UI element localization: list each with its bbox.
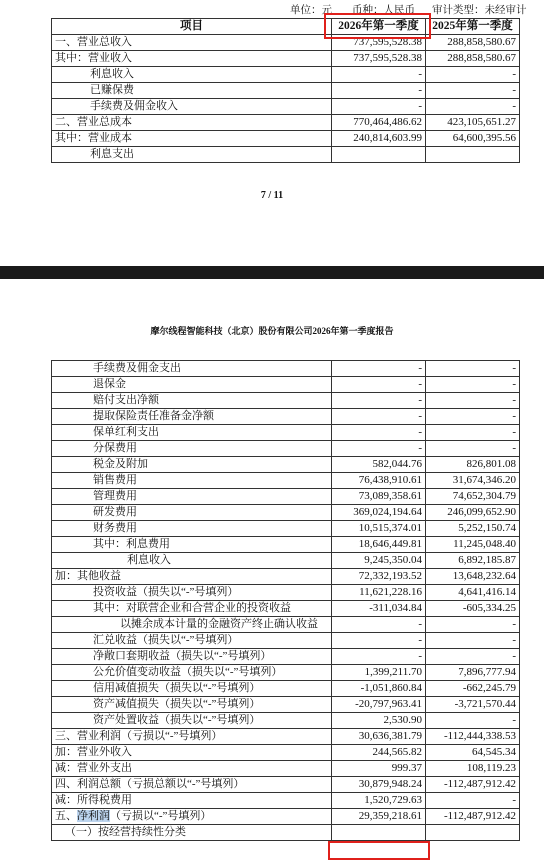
row-current: 30,879,948.24 (332, 777, 426, 793)
row-current: - (332, 67, 426, 83)
row-prior: - (426, 649, 520, 665)
row-prior: 64,600,395.56 (426, 131, 520, 147)
row-prior: - (426, 793, 520, 809)
row-label: 提取保险责任准备金净额 (52, 409, 332, 425)
row-current: 76,438,910.61 (332, 473, 426, 489)
row-current: -1,051,860.84 (332, 681, 426, 697)
row-current: - (332, 441, 426, 457)
row-label: 资产减值损失（损失以“-”号填列） (52, 697, 332, 713)
row-current: - (332, 99, 426, 115)
row-current: 369,024,194.64 (332, 505, 426, 521)
row-current: - (332, 361, 426, 377)
net-profit-highlighted-label: 净利润 (77, 810, 110, 822)
row-current: 11,621,228.16 (332, 585, 426, 601)
row-current: - (332, 425, 426, 441)
row-label: 利息收入 (52, 553, 332, 569)
row-current: -20,797,963.41 (332, 697, 426, 713)
row-current: - (332, 617, 426, 633)
row-prior: - (426, 99, 520, 115)
row-label-prefix: 五、 (55, 810, 77, 822)
row-current: - (332, 409, 426, 425)
table-row (52, 617, 520, 633)
row-label: 其中：营业成本 (52, 131, 332, 147)
row-label: 四、利润总额（亏损总额以“-”号填列） (52, 777, 332, 793)
currency-label: 币种：人民币 (352, 5, 415, 16)
table-row (52, 51, 520, 67)
table-row (52, 713, 520, 729)
row-label: 销售费用 (52, 473, 332, 489)
table-row (52, 601, 520, 617)
table-row (52, 361, 520, 377)
row-label: 加：营业外收入 (52, 745, 332, 761)
row-current: 737,595,528.38 (332, 51, 426, 67)
header-current-period: 2026年第一季度 (332, 19, 426, 35)
table-row (52, 777, 520, 793)
row-label: 减：营业外支出 (52, 761, 332, 777)
table-row (52, 537, 520, 553)
row-label: 净敞口套期收益（损失以“-”号填列） (52, 649, 332, 665)
row-current: -311,034.84 (332, 601, 426, 617)
row-label: 二、营业总成本 (52, 115, 332, 131)
row-label: 退保金 (52, 377, 332, 393)
row-current: 1,399,211.70 (332, 665, 426, 681)
row-current: 29,359,218.61 (332, 809, 426, 825)
row-prior: 288,858,580.67 (426, 51, 520, 67)
row-prior: 64,545.34 (426, 745, 520, 761)
table-row (52, 409, 520, 425)
audit-type-label: 审计类型：未经审计 (432, 5, 527, 16)
table-row (52, 425, 520, 441)
row-prior: 288,858,580.67 (426, 35, 520, 51)
row-label: 税金及附加 (52, 457, 332, 473)
table-row (52, 633, 520, 649)
row-label: 分保费用 (52, 441, 332, 457)
row-prior: 4,641,416.14 (426, 585, 520, 601)
table-row (52, 649, 520, 665)
row-prior: - (426, 83, 520, 99)
row-prior: 5,252,150.74 (426, 521, 520, 537)
row-prior: - (426, 393, 520, 409)
table-row (52, 489, 520, 505)
row-label: 已赚保费 (52, 83, 332, 99)
row-prior: 108,119.23 (426, 761, 520, 777)
row-label: 保单红利支出 (52, 425, 332, 441)
table-row (52, 147, 520, 163)
table-row (52, 569, 520, 585)
row-label: 其中：营业收入 (52, 51, 332, 67)
table-row (52, 729, 520, 745)
row-current: 2,530.90 (332, 713, 426, 729)
row-prior: - (426, 67, 520, 83)
row-prior: - (426, 617, 520, 633)
unit-label: 单位：元 (290, 5, 332, 16)
row-prior: 74,652,304.79 (426, 489, 520, 505)
row-prior: - (426, 633, 520, 649)
unit-info-line (0, 0, 544, 15)
row-label: 资产处置收益（损失以“-”号填列） (52, 713, 332, 729)
row-prior: 246,099,652.90 (426, 505, 520, 521)
table-row (52, 377, 520, 393)
row-prior: 6,892,185.87 (426, 553, 520, 569)
table-row (52, 585, 520, 601)
row-current: 737,595,528.38 (332, 35, 426, 51)
row-prior: -112,487,912.42 (426, 777, 520, 793)
report-title: 摩尔线程智能科技（北京）股份有限公司2026年第一季度报告 (150, 326, 394, 336)
header-prior-period: 2025年第一季度 (426, 19, 520, 35)
table-row (52, 441, 520, 457)
row-prior: - (426, 713, 520, 729)
row-current: - (332, 83, 426, 99)
row-label: 其中：利息费用 (52, 537, 332, 553)
net-profit-highlight-box (328, 841, 430, 860)
row-prior: - (426, 377, 520, 393)
row-label: 手续费及佣金支出 (52, 361, 332, 377)
row-label-suffix: （亏损以“-”号填列） (110, 810, 212, 822)
table-row (52, 665, 520, 681)
row-prior: 31,674,346.20 (426, 473, 520, 489)
row-label: 管理费用 (52, 489, 332, 505)
row-current: - (332, 633, 426, 649)
row-label: 研发费用 (52, 505, 332, 521)
row-prior: -112,444,338.53 (426, 729, 520, 745)
row-label: 公允价值变动收益（损失以“-”号填列） (52, 665, 332, 681)
row-prior: -112,487,912.42 (426, 809, 520, 825)
table-row (52, 393, 520, 409)
row-current: 770,464,486.62 (332, 115, 426, 131)
row-label: 三、营业利润（亏损以“-”号填列） (52, 729, 332, 745)
table-row (52, 681, 520, 697)
row-label: 减：所得税费用 (52, 793, 332, 809)
row-current: 30,636,381.79 (332, 729, 426, 745)
page-divider (0, 266, 544, 279)
row-label: 其中：对联营企业和合营企业的投资收益 (52, 601, 332, 617)
row-label: 一、营业总收入 (52, 35, 332, 51)
row-current: 72,332,193.52 (332, 569, 426, 585)
row-current: 240,814,603.99 (332, 131, 426, 147)
row-prior: - (426, 441, 520, 457)
row-current: - (332, 649, 426, 665)
row-current: 582,044.76 (332, 457, 426, 473)
row-prior: 7,896,777.94 (426, 665, 520, 681)
row-label: 以摊余成本计量的金融资产终止确认收益 (52, 617, 332, 633)
table-row (52, 793, 520, 809)
row-label: 利息支出 (52, 147, 332, 163)
table-row (52, 505, 520, 521)
row-current: 1,520,729.63 (332, 793, 426, 809)
table-row (52, 521, 520, 537)
row-prior: - (426, 409, 520, 425)
table-row (52, 825, 520, 841)
income-statement-table-page2 (51, 360, 520, 841)
table-row (52, 457, 520, 473)
row-label (52, 809, 332, 825)
row-current: 73,089,358.61 (332, 489, 426, 505)
header-item: 项目 (52, 19, 332, 35)
row-label: 加：其他收益 (52, 569, 332, 585)
row-prior: 13,648,232.64 (426, 569, 520, 585)
income-statement-table-page1 (51, 18, 520, 163)
row-prior: - (426, 425, 520, 441)
table-row (52, 67, 520, 83)
row-current (332, 825, 426, 841)
table-row (52, 809, 520, 825)
table-header-row (52, 19, 520, 35)
page-number: 7 / 11 (260, 190, 284, 201)
row-current: - (332, 377, 426, 393)
row-label: 投资收益（损失以“-”号填列） (52, 585, 332, 601)
table-row (52, 761, 520, 777)
row-current (332, 147, 426, 163)
row-current: 10,515,374.01 (332, 521, 426, 537)
row-prior: -605,334.25 (426, 601, 520, 617)
row-prior: - (426, 361, 520, 377)
row-prior: -662,245.79 (426, 681, 520, 697)
table-row (52, 697, 520, 713)
row-current: - (332, 393, 426, 409)
row-prior: 11,245,048.40 (426, 537, 520, 553)
row-current: 9,245,350.04 (332, 553, 426, 569)
row-prior: 826,801.08 (426, 457, 520, 473)
table-row (52, 553, 520, 569)
table-row (52, 99, 520, 115)
row-label: 财务费用 (52, 521, 332, 537)
row-label: 利息收入 (52, 67, 332, 83)
table-row (52, 745, 520, 761)
row-current: 244,565.82 (332, 745, 426, 761)
row-label: 信用减值损失（损失以“-”号填列） (52, 681, 332, 697)
row-current: 999.37 (332, 761, 426, 777)
table-row (52, 473, 520, 489)
row-label: 手续费及佣金收入 (52, 99, 332, 115)
row-prior (426, 825, 520, 841)
row-prior: 423,105,651.27 (426, 115, 520, 131)
row-current: 18,646,449.81 (332, 537, 426, 553)
row-prior: -3,721,570.44 (426, 697, 520, 713)
row-label: 汇兑收益（损失以“-”号填列） (52, 633, 332, 649)
table-row (52, 131, 520, 147)
table-row (52, 35, 520, 51)
table-row (52, 83, 520, 99)
current-period-highlight-box (324, 13, 431, 39)
table-row (52, 115, 520, 131)
row-prior (426, 147, 520, 163)
row-label: （一）按经营持续性分类 (52, 825, 332, 841)
row-label: 赔付支出净额 (52, 393, 332, 409)
